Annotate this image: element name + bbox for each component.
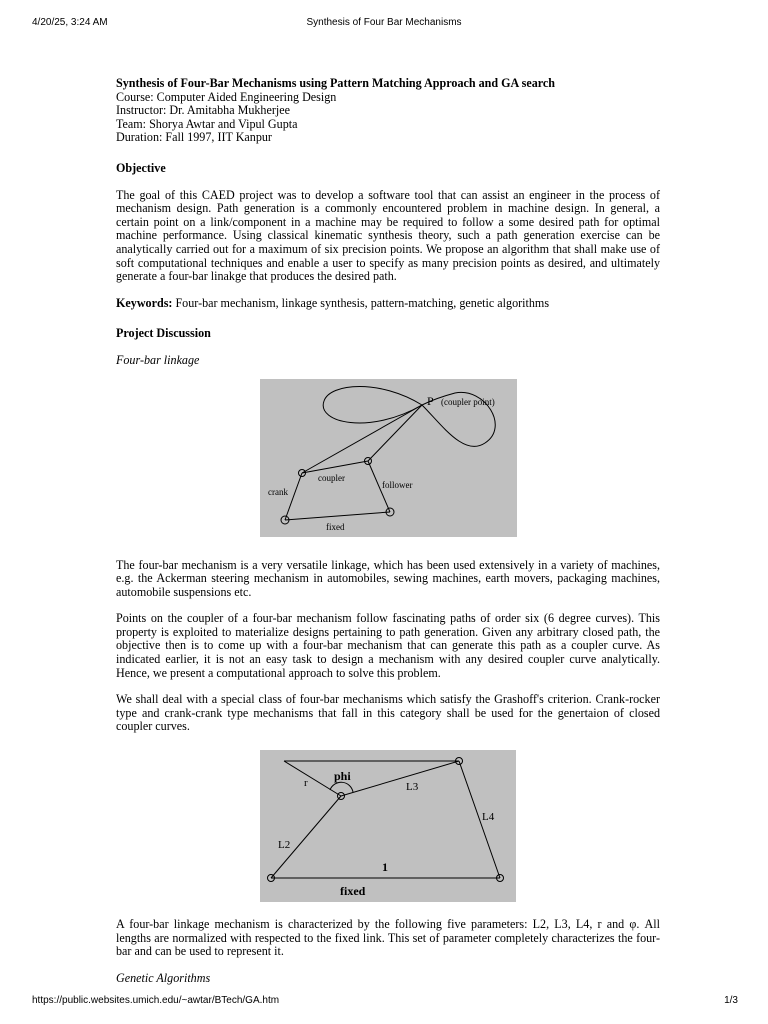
team-line: Team: Shorya Awtar and Vipul Gupta [116, 116, 298, 131]
duration-line: Duration: Fall 1997, IIT Kanpur [116, 130, 272, 145]
fig2-one-label: 1 [382, 860, 388, 875]
figure-four-bar-linkage-wrap [116, 379, 660, 537]
figure-linkage-parameters [260, 750, 516, 902]
objective-text: The goal of this CAED project was to develop a software tool that can assist an engineer in the process of mechanism design. Path generation is a commonly encountered problem in machine design. In general, a certain point on a link/component in a machine may be required to follow a some desired path for optimal machine performance. Using classical kinematic synthesis theory, such a path generation exercise can be analytically carried out for a maximum of six precision points. We propose an algorithm that shall make use of soft computational techniques and enable a user to specify as many precision points as desired, and ultimately generate a four-bar linakge that produces the desired path. [116, 187, 660, 284]
four-bar-subheading: Four-bar linkage [116, 352, 200, 367]
instructor-line: Instructor: Dr. Amitabha Mukherjee [116, 103, 290, 118]
fig2-l2-label: L2 [278, 839, 291, 852]
fig2-r-label: r [304, 777, 308, 790]
objective-heading: Objective [116, 160, 166, 175]
genetic-algorithms-subheading: Genetic Algorithms [116, 970, 211, 985]
discussion-heading: Project Discussion [116, 326, 211, 341]
fig1-point-note: (coupler point) [440, 396, 495, 407]
discussion-para-3: We shall deal with a special class of four-bar mechanisms which satisfy the Grashoff's criterion. Crank-rocker type and crank-crank type mechanisms that fall in this category shall be used for the genertaion of closed coupler curves. [116, 692, 660, 734]
fig2-l3-label: L3 [406, 781, 419, 794]
fig1-point-label: P [426, 393, 434, 408]
document-body [116, 77, 660, 985]
fig1-fixed-label: fixed [325, 521, 344, 532]
figure-four-bar-linkage [260, 379, 517, 537]
figure-parameters-wrap [116, 750, 660, 902]
discussion-para-4: A four-bar linkage mechanism is characterized by the following five parameters: L2, L3, L4, r and φ. All lengths are normalized with respected to the fixed link. This set of parameter completely characterizes the four-bar and can be used to represent it. [116, 917, 660, 959]
print-datetime: 4/20/25, 3:24 AM [32, 17, 108, 28]
print-url: https://public.websites.umich.edu/~awtar/BTech/GA.htm [32, 995, 280, 1006]
document-title: Synthesis of Four-Bar Mechanisms using Pattern Matching Approach and GA search [116, 76, 555, 90]
fig1-follower-label: follower [381, 479, 412, 490]
fig2-l4-label: L4 [482, 811, 495, 824]
discussion-para-2: Points on the coupler of a four-bar mechanism follow fascinating paths of order six (6 degree curves). This property is exploited to materialize designs pertaining to path generation. Given any arbitrary closed path, the objective then is to come up with a four-bar mechanism that can generate this path as a coupler curve. As indicated earlier, it is not an easy task to design a mechanism with any desired coupler curve analytically. Hence, we present a computational approach to solve this problem. [116, 611, 660, 680]
fig2-phi-label: phi [334, 769, 351, 784]
keywords-label: Keywords: [116, 295, 173, 310]
fig1-crank-label: crank [267, 486, 288, 497]
keywords-line [116, 297, 660, 311]
course-line: Course: Computer Aided Engineering Design [116, 89, 337, 104]
discussion-para-1: The four-bar mechanism is a very versatile linkage, which has been used extensively in a variety of machines, e.g. the Ackerman steering mechanism in automobiles, sewing machines, earth movers, packaging machines, automobile suspensions etc. [116, 557, 660, 599]
fig2-fixed-label: fixed [340, 884, 366, 899]
keywords-text: Four-bar mechanism, linkage synthesis, pattern-matching, genetic algorithms [172, 295, 550, 310]
print-page-number: 1/3 [724, 995, 738, 1006]
fig1-coupler-label: coupler [317, 472, 345, 483]
print-page-title: Synthesis of Four Bar Mechanisms [306, 17, 462, 28]
